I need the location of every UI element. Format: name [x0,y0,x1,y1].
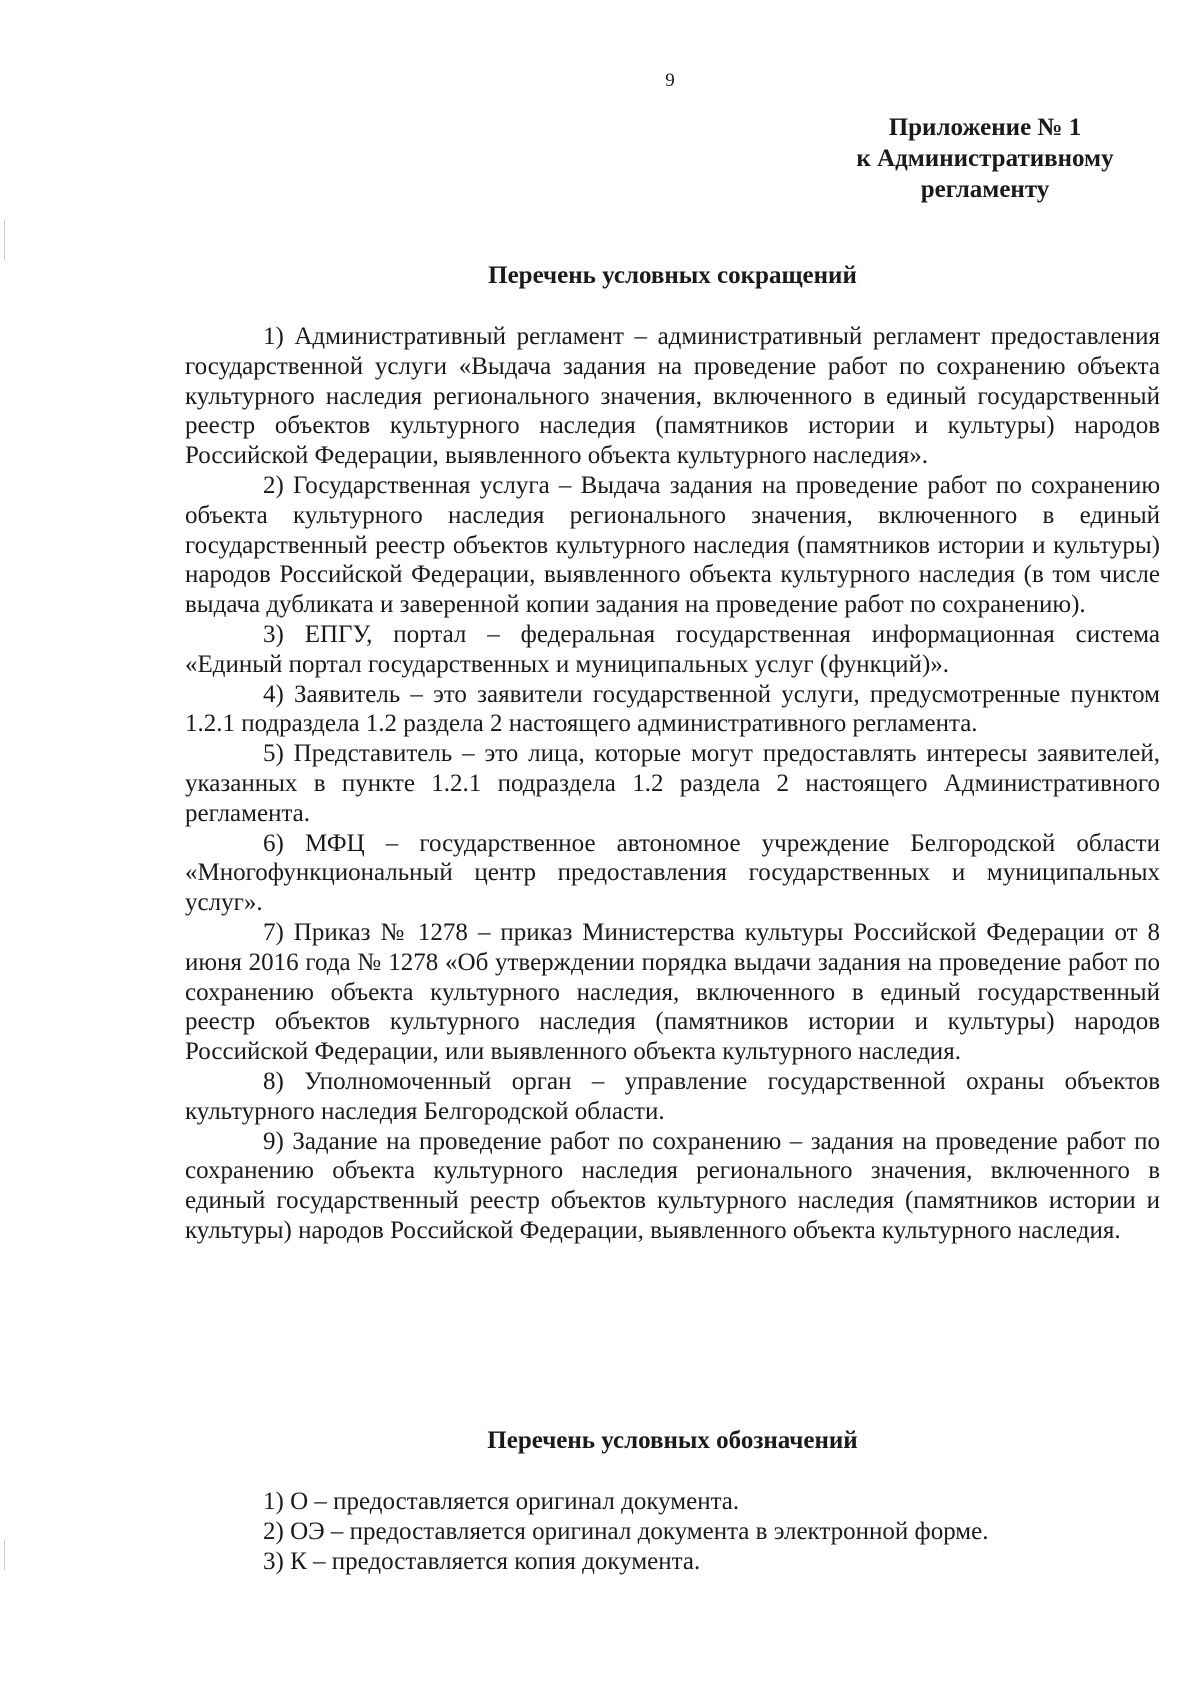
abbreviations-list [185,322,1160,1246]
symbol-item: 1) О – предоставляется оригинал документа. [263,1488,740,1515]
abbreviation-item: 6) МФЦ – государственное автономное учреждение Белгородской области «Многофункциональный центр предоставления государственных и муниципальных услуг». [185,829,1160,917]
scan-margin-mark [4,220,5,260]
scan-margin-mark [4,1540,5,1570]
page-number: 9 [665,70,675,91]
abbreviations-title: Перечень условных сокращений [488,262,857,289]
symbol-item: 2) ОЭ – предоставляется оригинал документа в электронной форме. [263,1518,989,1545]
abbreviation-item: 7) Приказ № 1278 – приказ Министерства культуры Российской Федерации от 8 июня 2016 года № 1278 «Об утверждении порядка выдачи задания на проведение работ по сохранению объекта культурного наследия, включенного в единый государственный реестр объектов культурного наследия (памятников истории и культуры) народов Российской Федерации, или выявленного объекта культурного наследия. [185,918,1160,1066]
appendix-line: регламенту [920,176,1050,203]
appendix-line: к Административному [856,145,1114,172]
appendix-header [830,112,1140,205]
symbol-item: 3) К – предоставляется копия документа. [263,1548,701,1575]
abbreviation-item: 5) Представитель – это лица, которые могут предоставлять интересы заявителей, указанных в пункте 1.2.1 подраздела 1.2 раздела 2 настоящего Административного регламента. [185,740,1160,827]
abbreviation-item: 1) Административный регламент – административный регламент предоставления государственной услуги «Выдача задания на проведение работ по сохранению объекта культурного наследия регионального значения, включенного в единый государственный реестр объектов культурного наследия (памятников истории и культуры) народов Российской Федерации, выявленного объекта культурного наследия». [185,323,1160,470]
abbreviation-item: 2) Государственная услуга – Выдача задания на проведение работ по сохранению объекта культурного наследия регионального значения, включенного в единый государственный реестр объектов культурного наследия (памятников истории и культуры) народов Российской Федерации, выявленного объекта культурного наследия (в том числе выдача дубликата и заверенной копии задания на проведение работ по сохранению). [185,471,1160,619]
appendix-line: Приложение № 1 [888,114,1082,141]
symbols-list [185,1487,1160,1577]
abbreviation-item: 3) ЕПГУ, портал – федеральная государственная информационная система «Единый портал государственных и муниципальных услуг (функций)». [185,620,1160,678]
abbreviation-item: 8) Уполномоченный орган – управление государственной охраны объектов культурного наследия Белгородской области. [185,1067,1160,1125]
abbreviation-item: 9) Задание на проведение работ по сохранению – задания на проведение работ по сохранению объекта культурного наследия регионального значения, включенного в единый государственный реестр объектов культурного наследия (памятников истории и культуры) народов Российской Федерации, выявленного объекта культурного наследия. [185,1127,1160,1244]
abbreviation-item: 4) Заявитель – это заявители государственной услуги, предусмотренные пунктом 1.2.1 подраздела 1.2 раздела 2 настоящего административного регламента. [185,680,1160,738]
symbols-title: Перечень условных обозначений [487,1427,858,1454]
